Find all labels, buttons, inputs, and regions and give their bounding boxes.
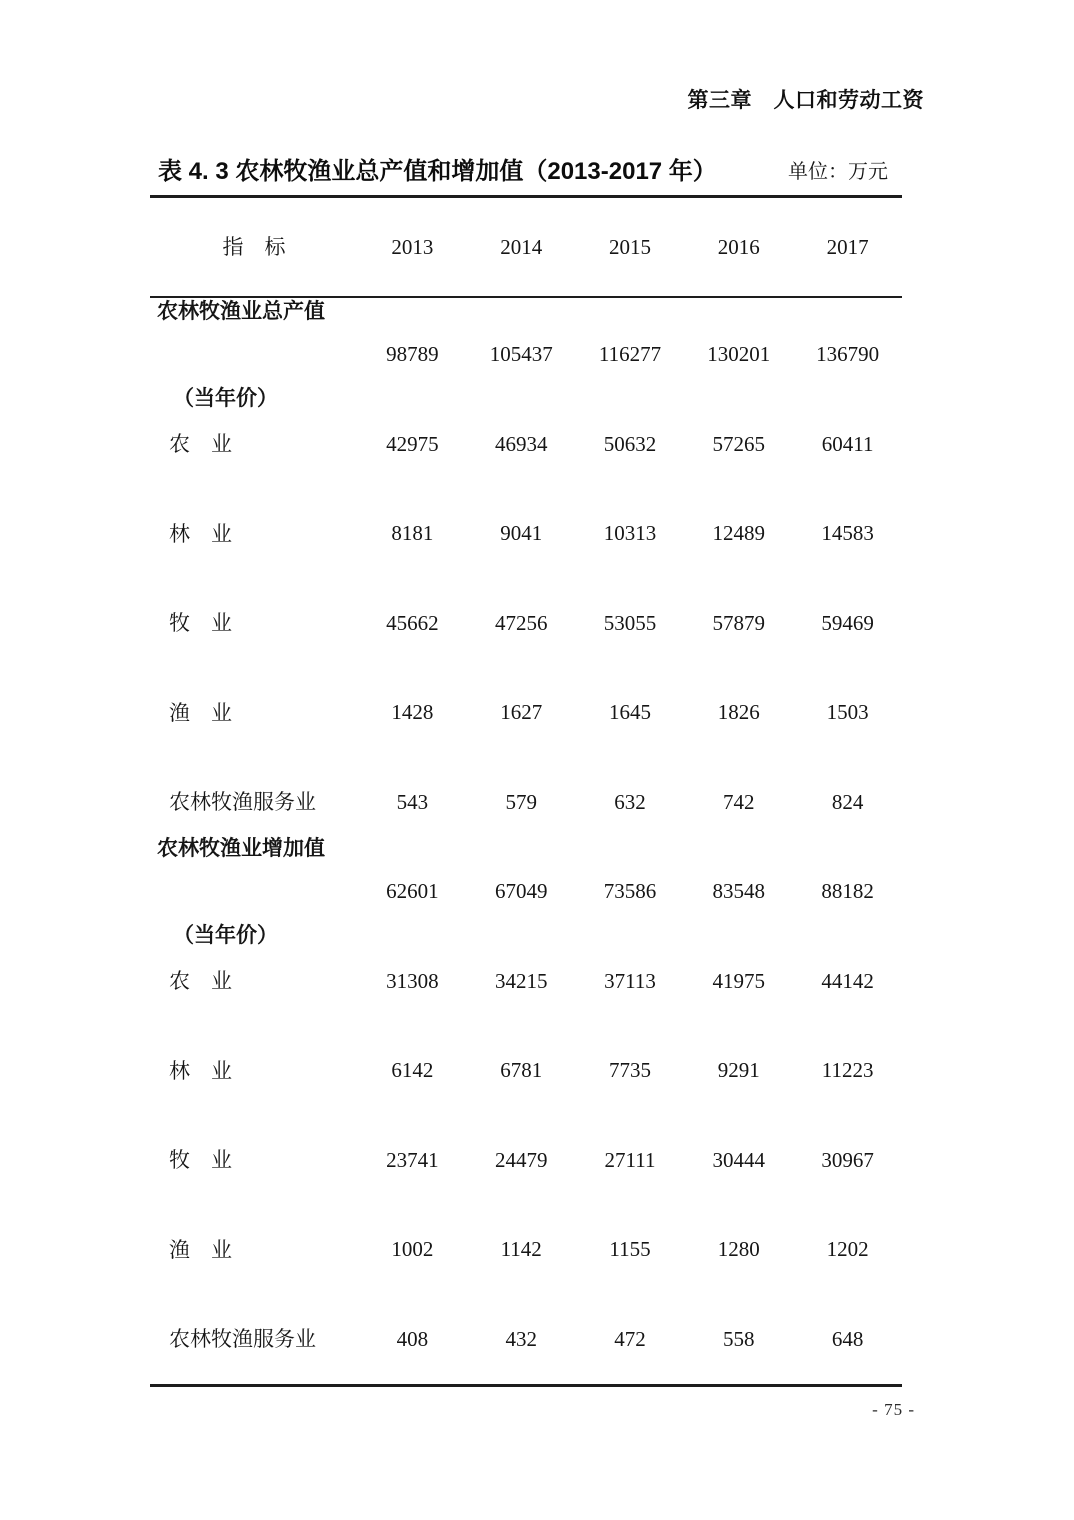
value-cell: 1002 — [391, 1237, 434, 1262]
value-cell: 10313 — [603, 521, 657, 546]
value-cell: 632 — [614, 789, 646, 814]
chapter-header: 第三章 人口和劳动工资 — [687, 89, 924, 112]
column-header-indicator: 指 标 — [222, 234, 286, 259]
page-number: - 75 - — [872, 1400, 915, 1419]
row-label: 牧 业 — [169, 1148, 232, 1173]
value-cell: 7735 — [608, 1058, 651, 1083]
row-label-line1: 农林牧渔业总产值 — [157, 299, 325, 324]
row-label: 农林牧渔服务业 — [169, 1327, 316, 1352]
value-cell: 23741 — [386, 1147, 439, 1172]
row-label: 渔 业 — [169, 1237, 232, 1262]
column-header-year-2017: 2017 — [826, 234, 869, 259]
value-cell: 9291 — [717, 1058, 760, 1083]
table-row-animal-husbandry — [150, 579, 902, 669]
value-cell: 57879 — [712, 610, 766, 635]
value-cell: 11223 — [821, 1058, 874, 1083]
table-row-forestry-va — [150, 1026, 902, 1116]
column-header-year-2013: 2013 — [391, 234, 434, 259]
value-cell: 41975 — [712, 968, 766, 993]
value-cell: 57265 — [712, 431, 766, 456]
row-label: 林 业 — [169, 1058, 232, 1083]
table-row-fishery — [150, 668, 902, 758]
row-label: 渔 业 — [169, 700, 232, 725]
table-body — [150, 298, 902, 1384]
value-cell: 42975 — [386, 431, 439, 456]
value-cell: 1503 — [826, 700, 869, 725]
row-label-line1: 农林牧渔业增加值 — [157, 836, 325, 861]
column-header-year-2015: 2015 — [608, 234, 651, 259]
value-cell: 37113 — [604, 968, 656, 993]
row-label-line2: （当年价） — [173, 923, 278, 948]
value-cell: 24479 — [494, 1147, 548, 1172]
value-cell: 1645 — [608, 700, 651, 725]
value-cell: 1280 — [717, 1237, 760, 1262]
value-cell: 105437 — [489, 342, 553, 367]
value-cell: 408 — [396, 1326, 429, 1351]
value-cell: 98789 — [386, 342, 439, 367]
value-cell: 432 — [505, 1326, 537, 1351]
table-row-animal-husbandry-va — [150, 1116, 902, 1206]
row-label: 牧 业 — [169, 611, 232, 636]
row-label: 农 业 — [169, 432, 232, 457]
value-cell: 6142 — [391, 1058, 434, 1083]
table-row-services-va — [150, 1295, 902, 1385]
table-title-row — [150, 151, 902, 186]
value-cell: 130201 — [707, 342, 771, 367]
row-label-line2: （当年价） — [173, 386, 278, 411]
value-cell: 14583 — [821, 521, 874, 546]
value-cell: 1826 — [717, 700, 760, 725]
row-label: 农 业 — [169, 969, 232, 994]
statistical-table — [150, 195, 902, 1387]
value-cell: 1202 — [826, 1237, 869, 1262]
value-cell: 53055 — [603, 610, 657, 635]
value-cell: 73586 — [603, 879, 657, 904]
value-cell: 558 — [723, 1326, 755, 1351]
value-cell: 30444 — [712, 1147, 766, 1172]
value-cell: 1627 — [500, 700, 543, 725]
table-row-fishery-va — [150, 1205, 902, 1295]
value-cell: 8181 — [391, 521, 434, 546]
value-cell: 46934 — [494, 431, 548, 456]
value-cell: 59469 — [821, 610, 874, 635]
value-cell: 31308 — [386, 968, 439, 993]
column-header-year-2016: 2016 — [717, 234, 760, 259]
value-cell: 27111 — [604, 1147, 656, 1172]
row-label: 农林牧渔服务业 — [169, 790, 316, 815]
value-cell: 62601 — [386, 879, 439, 904]
column-header-year-2014: 2014 — [500, 234, 543, 259]
value-cell: 50632 — [603, 431, 657, 456]
table-row-forestry — [150, 489, 902, 579]
value-cell: 60411 — [821, 431, 874, 456]
value-cell: 472 — [614, 1326, 646, 1351]
value-cell: 6781 — [500, 1058, 543, 1083]
table-row-gross-output — [150, 299, 902, 411]
value-cell: 1155 — [609, 1237, 651, 1262]
value-cell: 47256 — [494, 610, 548, 635]
value-cell: 579 — [505, 789, 537, 814]
value-cell: 30967 — [821, 1147, 874, 1172]
value-cell: 824 — [831, 789, 864, 814]
value-cell: 648 — [831, 1326, 864, 1351]
table-title: 表 4. 3 农林牧渔业总产值和增加值（2013-2017 年） — [158, 158, 717, 185]
table-row-value-added — [150, 836, 902, 948]
value-cell: 742 — [723, 789, 755, 814]
row-label: 林 业 — [169, 521, 232, 546]
value-cell: 34215 — [494, 968, 548, 993]
value-cell: 67049 — [494, 879, 548, 904]
value-cell: 45662 — [386, 610, 439, 635]
value-cell: 12489 — [712, 521, 766, 546]
value-cell: 83548 — [712, 879, 766, 904]
value-cell: 1428 — [391, 700, 434, 725]
value-cell: 116277 — [598, 342, 662, 367]
unit-label: 单位：万元 — [788, 161, 888, 183]
value-cell: 9041 — [500, 521, 543, 546]
value-cell: 136790 — [816, 342, 880, 367]
value-cell: 44142 — [821, 968, 874, 993]
value-cell: 88182 — [821, 879, 874, 904]
value-cell: 543 — [396, 789, 429, 814]
value-cell: 1142 — [500, 1237, 542, 1262]
